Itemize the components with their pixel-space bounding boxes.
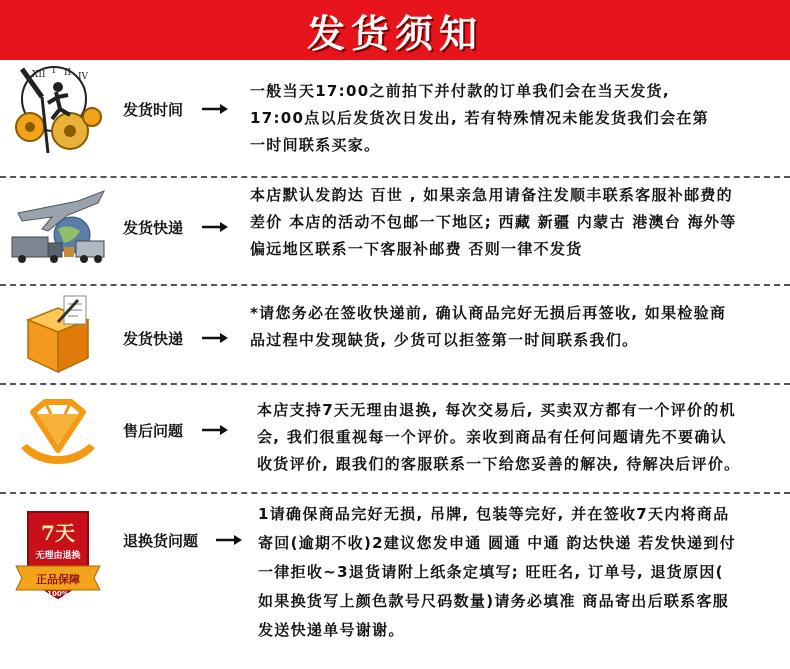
description-line: 寄回(逾期不收)2建议您发申通 圆通 中通 韵达快递 若发快递到付 <box>258 534 736 552</box>
section-after-sales <box>0 385 790 490</box>
arrow-right-icon <box>202 333 228 343</box>
clock-running-man-icon <box>8 62 108 152</box>
description-line: 本店支持7天无理由退换, 每次交易后, 买卖双方都有一个评价的机 <box>257 401 736 419</box>
diamond-hands-icon <box>8 389 108 479</box>
section-label: 发货快递 <box>123 330 184 348</box>
page-title: 发货须知 <box>306 11 483 56</box>
section-description <box>257 397 783 478</box>
description-line: 偏远地区联系一下客服补邮费 否则一律不发货 <box>250 240 583 258</box>
badge-small-text: 无理由退换 <box>35 551 81 561</box>
badge-percent-text: 100% <box>47 590 69 598</box>
description-line: 1请确保商品完好无损, 吊牌, 包装等完好, 并在签收7天内将商品 <box>258 505 730 523</box>
description-line: 差价 本店的活动不包邮一下地区; 西藏 新疆 内蒙古 港澳台 海外等 <box>250 213 737 231</box>
section-courier <box>0 178 790 282</box>
section-description <box>250 78 782 159</box>
svg-text:IV: IV <box>78 72 89 82</box>
section-description <box>250 300 782 354</box>
page-header <box>0 0 790 60</box>
section-label: 售后问题 <box>123 422 184 440</box>
section-shipping-time <box>0 62 790 167</box>
description-line: 发送快递单号谢谢。 <box>258 621 405 639</box>
description-line: 一般当天17:00之前拍下并付款的订单我们会在当天发货, <box>250 82 670 100</box>
description-line: 一律拒收~3退货请附上纸条定填写; 旺旺名, 订单号, 退货原因( <box>258 563 724 581</box>
description-line: 17:00点以后发货次日发出, 若有特殊情况未能发货我们会在第 <box>250 109 709 127</box>
description-line: 会, 我们很重视每一个评价。亲收到商品有任何问题请先不要确认 <box>257 428 727 446</box>
arrow-right-icon <box>202 104 228 114</box>
description-line: 品过程中发现缺货, 少货可以拒签第一时间联系我们。 <box>250 331 639 349</box>
section-description <box>250 182 782 263</box>
section-description <box>258 500 784 645</box>
section-inspection <box>0 286 790 382</box>
package-box-icon <box>8 290 108 380</box>
section-label: 发货时间 <box>123 101 184 119</box>
section-label: 发货快递 <box>123 219 184 237</box>
svg-text:II: II <box>64 68 72 78</box>
arrow-right-icon <box>202 222 228 232</box>
description-line: 收货评价, 跟我们的客服联系一下给您妥善的解决, 待解决后评价。 <box>257 455 741 473</box>
description-line: *请您务必在签收快递前, 确认商品完好无损后再签收, 如果检验商 <box>250 304 727 322</box>
svg-text:XII: XII <box>32 70 46 80</box>
description-line: 本店默认发韵达 百世 , 如果亲急用请备注发顺丰联系客服补邮费的 <box>250 186 733 204</box>
section-returns <box>0 494 790 669</box>
badge-big-text: 7天 <box>41 521 75 545</box>
svg-text:I: I <box>52 66 56 76</box>
arrow-right-icon <box>202 425 228 435</box>
description-line: 如果换货写上颜色款号尺码数量)请务必填准 商品寄出后联系客服 <box>258 592 730 610</box>
description-line: 一时间联系买家。 <box>250 136 381 154</box>
airplane-truck-icon <box>8 182 108 272</box>
arrow-right-icon <box>216 535 242 545</box>
section-label: 退换货问题 <box>123 532 199 550</box>
badge-ribbon-text: 正品保障 <box>36 573 80 586</box>
seven-day-return-badge-icon <box>8 506 108 606</box>
